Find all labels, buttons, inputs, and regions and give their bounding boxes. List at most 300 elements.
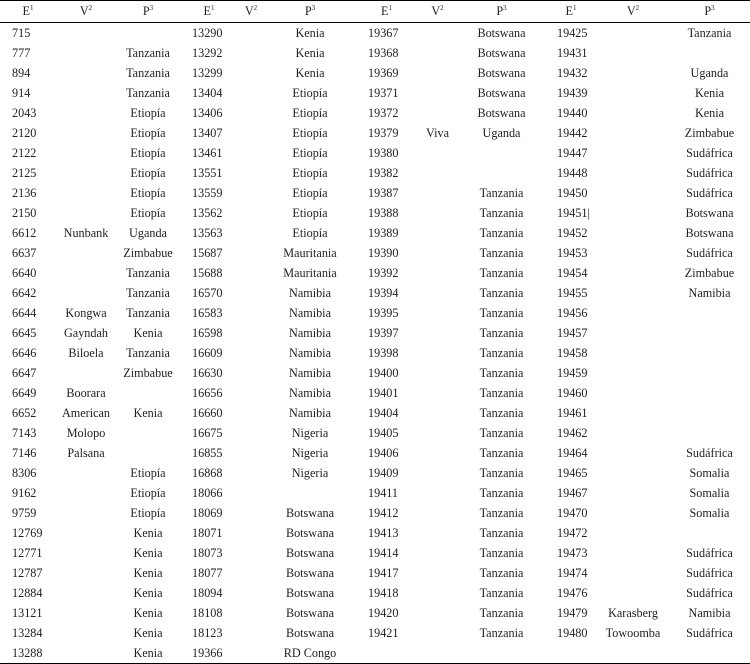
accession-cell: 15687: [192, 246, 223, 260]
country-cell: [669, 423, 750, 443]
table-row: [0, 383, 750, 403]
variety-cell: [56, 183, 116, 203]
accession-cell: 18071: [192, 526, 223, 540]
accession-cell: 13407: [192, 126, 223, 140]
country-cell: Tanzania: [479, 246, 524, 260]
country-cell: Mauritania: [283, 266, 337, 280]
accession-cell: 13299: [192, 66, 223, 80]
accession-header-footnote-mark: 1: [572, 4, 577, 12]
accession-cell: 19464: [557, 446, 588, 460]
country-cell: Tanzania: [479, 546, 524, 560]
accession-cell: 19454: [557, 266, 588, 280]
variety-cell: [417, 443, 458, 463]
country-cell: Tanzania: [479, 186, 524, 200]
variety-cell: [417, 463, 458, 483]
variety-cell: [417, 403, 458, 423]
accession-cell: 19425: [557, 26, 588, 40]
variety-cell: [597, 203, 669, 223]
variety-cell: [238, 83, 264, 103]
country-cell: [669, 523, 750, 543]
table-row: [0, 603, 750, 623]
accession-cell: 16583: [192, 306, 223, 320]
country-cell: Etiopía: [292, 226, 328, 240]
variety-cell: [597, 243, 669, 263]
variety-cell: [56, 243, 116, 263]
country-cell: Botswana: [285, 606, 335, 620]
accession-cell: 19458: [557, 346, 588, 360]
country-cell: Sudáfrica: [686, 166, 733, 180]
variety-cell: [597, 543, 669, 563]
variety-cell: [597, 123, 669, 143]
variety-cell: Palsana: [67, 446, 105, 460]
variety-cell: [597, 443, 669, 463]
accession-cell: 19404: [368, 406, 399, 420]
accession-cell: 13292: [192, 46, 223, 60]
table-row: [0, 423, 750, 443]
variety-cell: [417, 23, 458, 44]
table-row: [0, 43, 750, 63]
variety-cell: [56, 503, 116, 523]
accession-header-label: E: [381, 4, 389, 18]
accession-cell: 13288: [0, 643, 56, 664]
accession-cell: 19418: [368, 586, 399, 600]
variety-cell: [597, 43, 669, 63]
accession-cell: 19470: [557, 506, 588, 520]
accession-cell: 19447: [557, 146, 588, 160]
accession-cell: 13121: [12, 606, 43, 620]
country-cell: Sudáfrica: [686, 186, 733, 200]
country-cell: Botswana: [477, 106, 526, 120]
variety-cell: Gayndah: [64, 326, 108, 340]
variety-cell: [238, 443, 264, 463]
accession-cell: 2136: [12, 186, 37, 200]
accession-cell: 6649: [12, 386, 37, 400]
country-cell: Tanzania: [479, 346, 524, 360]
accession-header-label: E: [22, 4, 30, 18]
country-header-label: P: [496, 4, 504, 18]
accession-cell: 9162: [12, 486, 37, 500]
variety-cell: [597, 63, 669, 83]
country-cell: Nigeria: [291, 446, 329, 460]
table-row: [0, 483, 750, 503]
accession-cell: 19455: [557, 286, 588, 300]
country-cell: [669, 43, 750, 63]
accession-cell: 16630: [192, 366, 223, 380]
accession-cell: 16609: [192, 346, 223, 360]
accession-cell: 2120: [12, 126, 37, 140]
table-row: [0, 83, 750, 103]
accession-header-label: E: [203, 4, 211, 18]
country-cell: Sudáfrica: [686, 446, 733, 460]
accession-cell: 19369: [368, 66, 399, 80]
variety-cell: [597, 643, 669, 664]
variety-cell: [238, 343, 264, 363]
country-cell: Tanzania: [126, 306, 170, 320]
variety-cell: [417, 543, 458, 563]
accession-cell: 777: [12, 46, 31, 60]
variety-cell: [597, 583, 669, 603]
variety-cell: [238, 563, 264, 583]
variety-cell: Biloela: [68, 346, 104, 360]
accession-cell: 16598: [192, 326, 223, 340]
accession-header-footnote-mark: 1: [388, 4, 392, 12]
accession-cell: 19439: [557, 86, 588, 100]
country-cell: Tanzania: [687, 26, 732, 40]
country-cell: Botswana: [285, 506, 335, 520]
country-cell: Zimbabue: [123, 246, 173, 260]
table-row: [0, 103, 750, 123]
country-cell: Mauritania: [283, 246, 337, 260]
variety-cell: [238, 143, 264, 163]
country-cell: [669, 343, 750, 363]
variety-cell: [417, 243, 458, 263]
country-cell: Kenia: [694, 106, 725, 120]
accession-cell: 19389: [368, 226, 399, 240]
country-header-2: [264, 1, 356, 23]
country-cell: [116, 423, 180, 443]
country-cell: Etiopía: [130, 486, 166, 500]
country-cell: Etiopía: [130, 126, 166, 140]
variety-cell: [597, 303, 669, 323]
country-cell: [458, 163, 545, 183]
accession-cell: 19417: [368, 566, 399, 580]
accession-cell: 6637: [12, 246, 37, 260]
country-cell: Tanzania: [479, 386, 524, 400]
variety-header-footnote-mark: 2: [635, 4, 640, 12]
country-cell: [458, 143, 545, 163]
country-header-label: P: [304, 4, 312, 18]
country-cell: Namibia: [289, 326, 331, 340]
table-row: [0, 303, 750, 323]
country-cell: Botswana: [285, 566, 335, 580]
variety-cell: [417, 343, 458, 363]
country-cell: Namibia: [289, 366, 331, 380]
variety-header-1: [56, 1, 116, 23]
country-cell: Tanzania: [479, 406, 524, 420]
country-cell: Namibia: [289, 306, 331, 320]
accession-cell: 8306: [12, 466, 37, 480]
variety-cell: [417, 523, 458, 543]
country-cell: Kenia: [295, 46, 325, 60]
table-row: [0, 143, 750, 163]
accession-cell: 6652: [12, 406, 37, 420]
variety-cell: [417, 183, 458, 203]
accession-cell: 19465: [557, 466, 588, 480]
country-cell: Tanzania: [479, 586, 524, 600]
accession-header-4: [545, 1, 597, 23]
country-header-footnote-mark: 3: [503, 4, 507, 12]
accession-cell: 19412: [368, 506, 399, 520]
variety-cell: [56, 623, 116, 643]
country-cell: Zimbabue: [123, 366, 173, 380]
variety-cell: Kongwa: [65, 306, 107, 320]
table-row: [0, 163, 750, 183]
country-cell: Tanzania: [479, 206, 524, 220]
variety-cell: [597, 403, 669, 423]
accession-cell: 16660: [192, 406, 223, 420]
accession-cell: 2125: [12, 166, 37, 180]
variety-cell: [597, 163, 669, 183]
country-cell: Etiopía: [130, 146, 166, 160]
variety-cell: [56, 463, 116, 483]
table-row: [0, 643, 750, 664]
country-cell: [669, 363, 750, 383]
country-cell: Kenia: [133, 546, 163, 560]
accession-cell: 19474: [557, 566, 588, 580]
country-cell: Botswana: [285, 526, 335, 540]
accession-cell: 19400: [368, 366, 399, 380]
table-row: [0, 463, 750, 483]
variety-cell: [238, 423, 264, 443]
country-cell: Tanzania: [479, 426, 524, 440]
accession-cell: 18094: [192, 586, 223, 600]
country-cell: Botswana: [285, 586, 335, 600]
variety-cell: [56, 163, 116, 183]
variety-cell: [597, 343, 669, 363]
variety-cell: [597, 143, 669, 163]
variety-cell: [597, 503, 669, 523]
variety-cell: [417, 43, 458, 63]
variety-cell: [238, 283, 264, 303]
accession-cell: 914: [12, 86, 31, 100]
accession-cell: 19448: [557, 166, 588, 180]
variety-header-3: [417, 1, 458, 23]
accession-cell: 6640: [12, 266, 37, 280]
variety-cell: [238, 523, 264, 543]
country-cell: Sudáfrica: [686, 566, 733, 580]
table-row: [0, 403, 750, 423]
country-cell: Uganda: [482, 126, 521, 140]
variety-cell: [597, 23, 669, 44]
accession-cell: 6646: [12, 346, 37, 360]
country-cell: Etiopía: [130, 206, 166, 220]
accession-cell: 19382: [368, 166, 399, 180]
variety-cell: [597, 103, 669, 123]
accession-cell: 19442: [557, 126, 588, 140]
country-cell: [264, 483, 356, 503]
country-cell: Botswana: [285, 546, 335, 560]
variety-cell: [238, 623, 264, 643]
accession-cell: 19390: [368, 246, 399, 260]
variety-cell: [56, 523, 116, 543]
table-header: [0, 1, 750, 23]
country-header-footnote-mark: 3: [311, 4, 316, 12]
accession-cell: 16675: [192, 426, 223, 440]
country-cell: Botswana: [285, 626, 335, 640]
country-cell: Kenia: [133, 526, 163, 540]
accession-cell: 13559: [192, 186, 223, 200]
variety-cell: [238, 163, 264, 183]
country-cell: Namibia: [289, 386, 331, 400]
variety-cell: American: [61, 406, 111, 420]
table-row: [0, 123, 750, 143]
accession-cell: 19401: [368, 386, 399, 400]
table-body: [0, 23, 750, 664]
variety-header-label: V: [244, 4, 254, 18]
country-header-3: [458, 1, 545, 23]
variety-cell: [238, 363, 264, 383]
accession-cell: 19392: [368, 266, 399, 280]
variety-cell: [238, 543, 264, 563]
country-header-1: [116, 1, 180, 23]
accession-cell: 19451|: [557, 206, 590, 220]
country-header-footnote-mark: 3: [711, 4, 715, 12]
accession-cell: 19367: [368, 26, 399, 40]
country-cell: Tanzania: [479, 266, 524, 280]
accession-cell: 13562: [192, 206, 223, 220]
accession-cell: 19440: [557, 106, 588, 120]
accession-cell: 19476: [557, 586, 588, 600]
variety-cell: [597, 83, 669, 103]
accession-cell: 19480: [557, 626, 588, 640]
variety-cell: [56, 123, 116, 143]
variety-cell: [597, 423, 669, 443]
accession-header-3: [356, 1, 417, 23]
table-row: [0, 523, 750, 543]
accession-cell: 9759: [12, 506, 37, 520]
accession-header-label: E: [565, 4, 573, 18]
accession-cell: [545, 643, 597, 664]
variety-cell: [417, 503, 458, 523]
variety-cell: [417, 383, 458, 403]
variety-cell: [238, 223, 264, 243]
country-cell: Tanzania: [479, 326, 524, 340]
variety-cell: [417, 563, 458, 583]
country-cell: Tanzania: [479, 286, 524, 300]
variety-cell: [597, 563, 669, 583]
country-cell: Tanzania: [479, 366, 524, 380]
accession-header-2: [180, 1, 238, 23]
variety-cell: [56, 543, 116, 563]
country-cell: Botswana: [685, 206, 734, 220]
variety-cell: [417, 143, 458, 163]
accession-cell: 894: [12, 66, 31, 80]
variety-cell: [238, 103, 264, 123]
variety-header-footnote-mark: 2: [440, 4, 444, 12]
header-row: [0, 1, 750, 23]
country-cell: Etiopía: [292, 206, 328, 220]
country-cell: [116, 383, 180, 403]
variety-cell: [417, 323, 458, 343]
country-cell: Uganda: [129, 226, 167, 240]
accession-cell: 19467: [557, 486, 588, 500]
variety-cell: [417, 483, 458, 503]
country-cell: Botswana: [477, 86, 526, 100]
country-cell: Tanzania: [479, 486, 524, 500]
accession-cell: 16656: [192, 386, 223, 400]
accession-cell: 19409: [368, 466, 399, 480]
country-cell: Sudáfrica: [686, 586, 733, 600]
variety-cell: [238, 583, 264, 603]
accession-cell: [356, 643, 417, 664]
country-cell: Kenia: [133, 626, 163, 640]
accession-cell: 6644: [12, 306, 37, 320]
accession-cell: 19368: [368, 46, 399, 60]
variety-cell: [56, 143, 116, 163]
country-cell: Kenia: [133, 606, 163, 620]
accession-cell: 19473: [557, 546, 588, 560]
table-row: [0, 543, 750, 563]
variety-cell: [56, 23, 116, 44]
accession-cell: 19461: [557, 406, 588, 420]
country-cell: Namibia: [289, 286, 331, 300]
country-header-4: [669, 1, 750, 23]
country-cell: Etiopía: [130, 506, 166, 520]
accession-cell: 13284: [12, 626, 43, 640]
variety-cell: [56, 603, 116, 623]
variety-cell: [597, 223, 669, 243]
accession-cell: 6612: [12, 226, 37, 240]
variety-cell: Boorara: [66, 386, 106, 400]
country-cell: Botswana: [477, 46, 526, 60]
country-cell: Zimbabue: [684, 126, 735, 140]
variety-cell: [56, 363, 116, 383]
accession-cell: 7146: [12, 446, 37, 460]
country-cell: Tanzania: [126, 46, 170, 60]
accession-cell: 19406: [368, 446, 399, 460]
country-cell: Tanzania: [126, 266, 170, 280]
country-cell: Sudáfrica: [686, 146, 733, 160]
accession-cell: 19421: [368, 626, 399, 640]
accession-cell: 19395: [368, 306, 399, 320]
variety-cell: [597, 263, 669, 283]
country-cell: Tanzania: [479, 506, 524, 520]
accession-cell: 19452: [557, 226, 588, 240]
accession-cell: 19394: [368, 286, 399, 300]
table-row: [0, 343, 750, 363]
table-row: [0, 363, 750, 383]
country-cell: Tanzania: [126, 346, 170, 360]
table-row: [0, 443, 750, 463]
accession-cell: 19387: [368, 186, 399, 200]
variety-header-4: [597, 1, 669, 23]
country-cell: [458, 643, 545, 664]
accession-cell: 13563: [192, 226, 223, 240]
accession-cell: 19366: [180, 643, 238, 664]
variety-cell: [417, 423, 458, 443]
accession-cell: 18108: [192, 606, 223, 620]
accession-header-footnote-mark: 1: [29, 4, 34, 12]
accession-cell: 13461: [192, 146, 223, 160]
country-cell: [669, 403, 750, 423]
variety-cell: [238, 303, 264, 323]
variety-cell: [597, 323, 669, 343]
table-row: [0, 323, 750, 343]
country-cell: [669, 383, 750, 403]
country-cell: [669, 323, 750, 343]
accession-cell: 13290: [192, 26, 223, 40]
variety-cell: [417, 103, 458, 123]
variety-cell: Viva: [426, 126, 449, 140]
country-cell: Nigeria: [291, 426, 329, 440]
variety-cell: [238, 403, 264, 423]
accession-cell: 16855: [192, 446, 223, 460]
variety-cell: [56, 83, 116, 103]
country-header-label: P: [704, 4, 712, 18]
country-cell: Tanzania: [479, 566, 524, 580]
country-cell: Etiopía: [292, 146, 328, 160]
accession-cell: 19453: [557, 246, 588, 260]
country-cell: Uganda: [690, 66, 729, 80]
country-cell: Botswana: [685, 226, 734, 240]
country-cell: Etiopía: [130, 466, 166, 480]
country-cell: Kenia: [295, 66, 325, 80]
variety-cell: [238, 123, 264, 143]
accession-cell: 13406: [192, 106, 223, 120]
country-cell: Kenia: [133, 566, 163, 580]
accession-cell: 19462: [557, 426, 588, 440]
variety-cell: [597, 283, 669, 303]
